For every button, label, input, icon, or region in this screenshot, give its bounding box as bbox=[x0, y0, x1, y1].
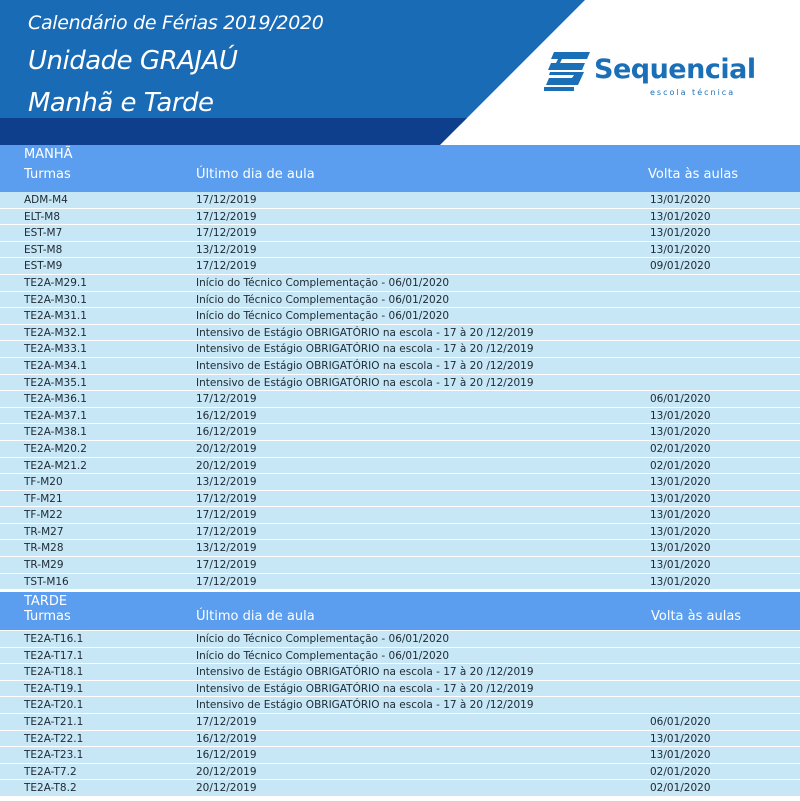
volta-cell: 06/01/2020 bbox=[650, 393, 711, 406]
ultimo-dia-cell: 17/12/2019 bbox=[196, 575, 257, 588]
ultimo-dia-cell: 16/12/2019 bbox=[196, 426, 257, 439]
turma-cell: TR-M27 bbox=[24, 525, 64, 538]
table-row bbox=[0, 375, 800, 392]
turma-cell: EST-M8 bbox=[24, 243, 63, 256]
column-header-ultimo-dia: Último dia de aula bbox=[196, 167, 315, 182]
turma-cell: TE2A-M30.1 bbox=[24, 293, 87, 306]
sequencial-logo bbox=[544, 50, 764, 100]
volta-cell: 13/01/2020 bbox=[650, 732, 711, 745]
volta-cell: 13/01/2020 bbox=[650, 210, 711, 223]
table-row bbox=[0, 292, 800, 309]
volta-cell: 02/01/2020 bbox=[650, 442, 711, 455]
volta-cell: 13/01/2020 bbox=[650, 559, 711, 572]
turma-cell: TE2A-T21.1 bbox=[24, 715, 84, 728]
turma-cell: TE2A-M31.1 bbox=[24, 310, 87, 323]
volta-cell: 13/01/2020 bbox=[650, 243, 711, 256]
ultimo-dia-cell: 20/12/2019 bbox=[196, 782, 257, 795]
volta-cell: 06/01/2020 bbox=[650, 715, 711, 728]
section-header-tarde bbox=[0, 592, 800, 630]
sequencial-logo-icon bbox=[544, 52, 590, 92]
table-row bbox=[0, 507, 800, 524]
turma-cell: TE2A-M38.1 bbox=[24, 426, 87, 439]
ultimo-dia-cell: Intensivo de Estágio OBRIGATÓRIO na escola - 17 à 20 /12/2019 bbox=[196, 326, 534, 339]
volta-cell: 13/01/2020 bbox=[650, 509, 711, 522]
turma-cell: TE2A-M20.2 bbox=[24, 442, 87, 455]
table-row bbox=[0, 780, 800, 797]
table-row bbox=[0, 424, 800, 441]
ultimo-dia-cell: 13/12/2019 bbox=[196, 243, 257, 256]
turma-cell: TST-M16 bbox=[24, 575, 69, 588]
section-title: TARDE bbox=[24, 594, 68, 609]
logo-tagline: escola técnica bbox=[650, 88, 736, 97]
table-row bbox=[0, 341, 800, 358]
ultimo-dia-cell: Início do Técnico Complementação - 06/01/2020 bbox=[196, 310, 450, 323]
table-row bbox=[0, 714, 800, 731]
table-row bbox=[0, 524, 800, 541]
ultimo-dia-cell: Intensivo de Estágio OBRIGATÓRIO na escola - 17 à 20 /12/2019 bbox=[196, 343, 534, 356]
table-row bbox=[0, 697, 800, 714]
ultimo-dia-cell: 17/12/2019 bbox=[196, 492, 257, 505]
volta-cell: 13/01/2020 bbox=[650, 492, 711, 505]
ultimo-dia-cell: 17/12/2019 bbox=[196, 393, 257, 406]
table-row bbox=[0, 258, 800, 275]
turma-cell: TE2A-T18.1 bbox=[24, 666, 84, 679]
turma-cell: TE2A-M21.2 bbox=[24, 459, 87, 472]
turma-cell: TE2A-M34.1 bbox=[24, 359, 87, 372]
table-row bbox=[0, 209, 800, 226]
volta-cell: 13/01/2020 bbox=[650, 476, 711, 489]
table-row bbox=[0, 408, 800, 425]
ultimo-dia-cell: 17/12/2019 bbox=[196, 559, 257, 572]
logo-wordmark: Sequencial bbox=[594, 54, 756, 85]
column-header-turmas: Turmas bbox=[24, 609, 71, 624]
turma-cell: TE2A-T17.1 bbox=[24, 649, 84, 662]
volta-cell: 02/01/2020 bbox=[650, 459, 711, 472]
ultimo-dia-cell: 17/12/2019 bbox=[196, 210, 257, 223]
turma-cell: TF-M21 bbox=[24, 492, 63, 505]
column-header-turmas: Turmas bbox=[24, 167, 71, 182]
ultimo-dia-cell: Intensivo de Estágio OBRIGATÓRIO na escola - 17 à 20 /12/2019 bbox=[196, 376, 534, 389]
volta-cell: 13/01/2020 bbox=[650, 575, 711, 588]
ultimo-dia-cell: 17/12/2019 bbox=[196, 715, 257, 728]
ultimo-dia-cell: 16/12/2019 bbox=[196, 732, 257, 745]
ultimo-dia-cell: 20/12/2019 bbox=[196, 442, 257, 455]
turma-cell: TE2A-M33.1 bbox=[24, 343, 87, 356]
ultimo-dia-cell: Início do Técnico Complementação - 06/01/2020 bbox=[196, 276, 450, 289]
table-row bbox=[0, 441, 800, 458]
turma-cell: TF-M20 bbox=[24, 476, 63, 489]
table-row bbox=[0, 391, 800, 408]
ultimo-dia-cell: 20/12/2019 bbox=[196, 765, 257, 778]
ultimo-dia-cell: Intensivo de Estágio OBRIGATÓRIO na escola - 17 à 20 /12/2019 bbox=[196, 699, 534, 712]
turma-cell: TE2A-T19.1 bbox=[24, 682, 84, 695]
turma-cell: TE2A-T20.1 bbox=[24, 699, 84, 712]
table-row bbox=[0, 358, 800, 375]
table-row bbox=[0, 540, 800, 557]
turma-cell: TE2A-M36.1 bbox=[24, 393, 87, 406]
volta-cell: 02/01/2020 bbox=[650, 782, 711, 795]
column-header-volta: Volta às aulas bbox=[651, 609, 742, 624]
ultimo-dia-cell: 16/12/2019 bbox=[196, 749, 257, 762]
turma-cell: TE2A-M37.1 bbox=[24, 409, 87, 422]
turma-cell: TE2A-T22.1 bbox=[24, 732, 84, 745]
unit-title: Unidade GRAJAÚ bbox=[28, 46, 238, 76]
ultimo-dia-cell: 13/12/2019 bbox=[196, 542, 257, 555]
table-row bbox=[0, 225, 800, 242]
turma-cell: EST-M9 bbox=[24, 260, 63, 273]
tarde-table-body bbox=[0, 631, 800, 797]
shift-title: Manhã e Tarde bbox=[28, 88, 214, 118]
turma-cell: TF-M22 bbox=[24, 509, 63, 522]
volta-cell: 09/01/2020 bbox=[650, 260, 711, 273]
table-row bbox=[0, 574, 800, 591]
ultimo-dia-cell: Intensivo de Estágio OBRIGATÓRIO na escola - 17 à 20 /12/2019 bbox=[196, 359, 534, 372]
ultimo-dia-cell: 20/12/2019 bbox=[196, 459, 257, 472]
ultimo-dia-cell: Início do Técnico Complementação - 06/01/2020 bbox=[196, 633, 450, 645]
table-row bbox=[0, 308, 800, 325]
section-title: MANHÃ bbox=[24, 147, 73, 162]
table-row bbox=[0, 242, 800, 259]
ultimo-dia-cell: 17/12/2019 bbox=[196, 227, 257, 240]
volta-cell: 13/01/2020 bbox=[650, 194, 711, 206]
table-row bbox=[0, 325, 800, 342]
turma-cell: TR-M29 bbox=[24, 559, 64, 572]
table-row bbox=[0, 275, 800, 292]
column-header-volta: Volta às aulas bbox=[648, 167, 739, 182]
turma-cell: TE2A-T16.1 bbox=[24, 633, 84, 645]
manha-table-body bbox=[0, 192, 800, 590]
ultimo-dia-cell: Início do Técnico Complementação - 06/01/2020 bbox=[196, 649, 450, 662]
table-row bbox=[0, 731, 800, 748]
ultimo-dia-cell: Intensivo de Estágio OBRIGATÓRIO na escola - 17 à 20 /12/2019 bbox=[196, 666, 534, 679]
volta-cell: 13/01/2020 bbox=[650, 426, 711, 439]
ultimo-dia-cell: Início do Técnico Complementação - 06/01/2020 bbox=[196, 293, 450, 306]
volta-cell: 13/01/2020 bbox=[650, 227, 711, 240]
table-row bbox=[0, 491, 800, 508]
ultimo-dia-cell: 17/12/2019 bbox=[196, 260, 257, 273]
table-row bbox=[0, 458, 800, 475]
calendar-subtitle: Calendário de Férias 2019/2020 bbox=[28, 12, 324, 34]
turma-cell: EST-M7 bbox=[24, 227, 63, 240]
table-row bbox=[0, 764, 800, 781]
volta-cell: 13/01/2020 bbox=[650, 409, 711, 422]
turma-cell: ADM-M4 bbox=[24, 194, 68, 206]
table-row bbox=[0, 648, 800, 665]
turma-cell: TE2A-M29.1 bbox=[24, 276, 87, 289]
table-row bbox=[0, 631, 800, 648]
ultimo-dia-cell: 17/12/2019 bbox=[196, 525, 257, 538]
turma-cell: TE2A-T23.1 bbox=[24, 749, 84, 762]
page-header bbox=[0, 0, 800, 145]
volta-cell: 13/01/2020 bbox=[650, 525, 711, 538]
ultimo-dia-cell: 13/12/2019 bbox=[196, 476, 257, 489]
volta-cell: 13/01/2020 bbox=[650, 542, 711, 555]
turma-cell: TE2A-T8.2 bbox=[24, 782, 77, 795]
turma-cell: TE2A-M32.1 bbox=[24, 326, 87, 339]
ultimo-dia-cell: 17/12/2019 bbox=[196, 194, 257, 206]
table-row bbox=[0, 747, 800, 764]
table-row bbox=[0, 192, 800, 209]
ultimo-dia-cell: 17/12/2019 bbox=[196, 509, 257, 522]
volta-cell: 02/01/2020 bbox=[650, 765, 711, 778]
turma-cell: ELT-M8 bbox=[24, 210, 61, 223]
ultimo-dia-cell: 16/12/2019 bbox=[196, 409, 257, 422]
table-row bbox=[0, 557, 800, 574]
table-row bbox=[0, 681, 800, 698]
volta-cell: 13/01/2020 bbox=[650, 749, 711, 762]
turma-cell: TR-M28 bbox=[24, 542, 64, 555]
ultimo-dia-cell: Intensivo de Estágio OBRIGATÓRIO na escola - 17 à 20 /12/2019 bbox=[196, 682, 534, 695]
turma-cell: TE2A-T7.2 bbox=[24, 765, 77, 778]
section-header-manha bbox=[0, 145, 800, 192]
table-row bbox=[0, 664, 800, 681]
turma-cell: TE2A-M35.1 bbox=[24, 376, 87, 389]
table-row bbox=[0, 474, 800, 491]
column-header-ultimo-dia: Último dia de aula bbox=[196, 609, 315, 624]
